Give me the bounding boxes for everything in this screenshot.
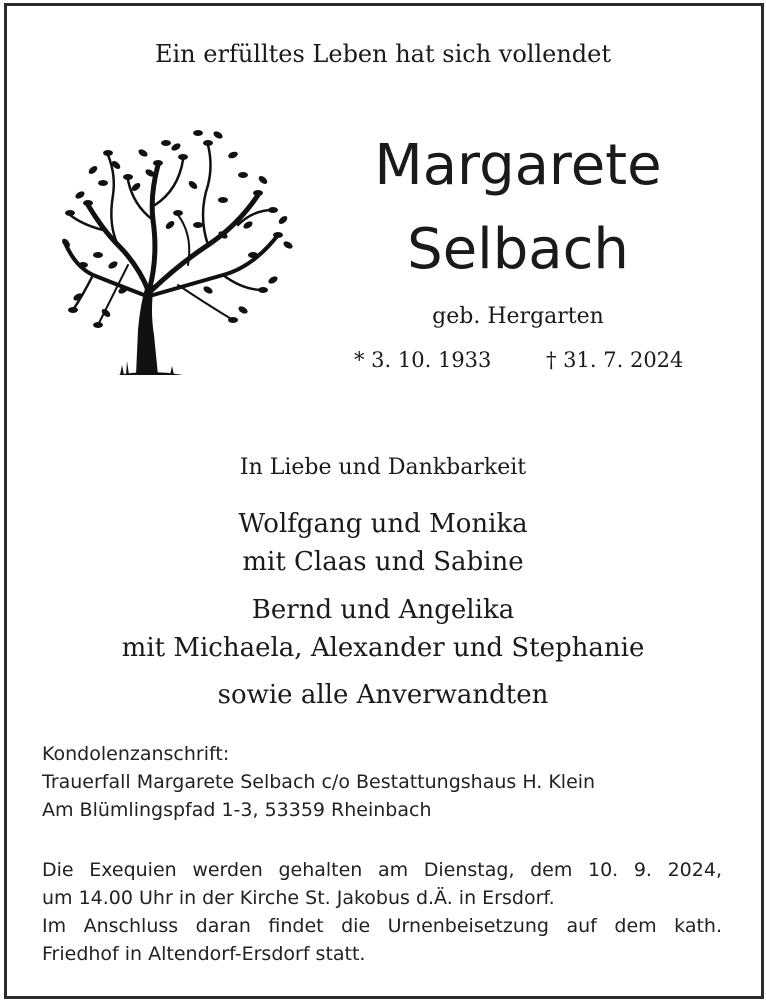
deceased-last-name: Selbach: [407, 217, 629, 282]
mourner-line: Wolfgang und Monika: [238, 509, 528, 539]
maiden-name: geb. Hergarten: [432, 304, 604, 329]
exequies-line: Im Anschluss daran findet die Urnenbeisetzung auf dem kath.: [42, 915, 722, 937]
mourners-intro: In Liebe und Dankbarkeit: [239, 455, 527, 480]
headline: Ein erfülltes Leben hat sich vollendet: [154, 40, 612, 68]
exequies-line: Die Exequien werden gehalten am Dienstag, dem 10. 9. 2024,: [42, 859, 722, 881]
exequies-line: um 14.00 Uhr in der Kirche St. Jakobus d.Ä. in Ersdorf.: [42, 887, 555, 909]
condolence-address: [42, 740, 722, 824]
birth-date: * 3. 10. 1933: [354, 348, 492, 372]
tree-icon: [58, 125, 294, 377]
death-date: † 31. 7. 2024: [546, 348, 684, 372]
exequies-info: [42, 856, 722, 968]
condolence-line: Am Blümlingspfad 1-3, 53359 Rheinbach: [42, 799, 432, 821]
deceased-first-name: Margarete: [374, 133, 662, 198]
mourner-line: mit Michaela, Alexander und Stephanie: [121, 633, 645, 663]
mourner-line: sowie alle Anverwandten: [217, 680, 549, 710]
exequies-line: Friedhof in Altendorf-Ersdorf statt.: [42, 943, 366, 965]
condolence-line: Trauerfall Margarete Selbach c/o Bestattungshaus H. Klein: [42, 771, 596, 793]
mourner-line: mit Claas und Sabine: [242, 547, 524, 577]
mourner-line: Bernd und Angelika: [251, 595, 515, 625]
condolence-label: Kondolenzanschrift:: [42, 743, 230, 765]
